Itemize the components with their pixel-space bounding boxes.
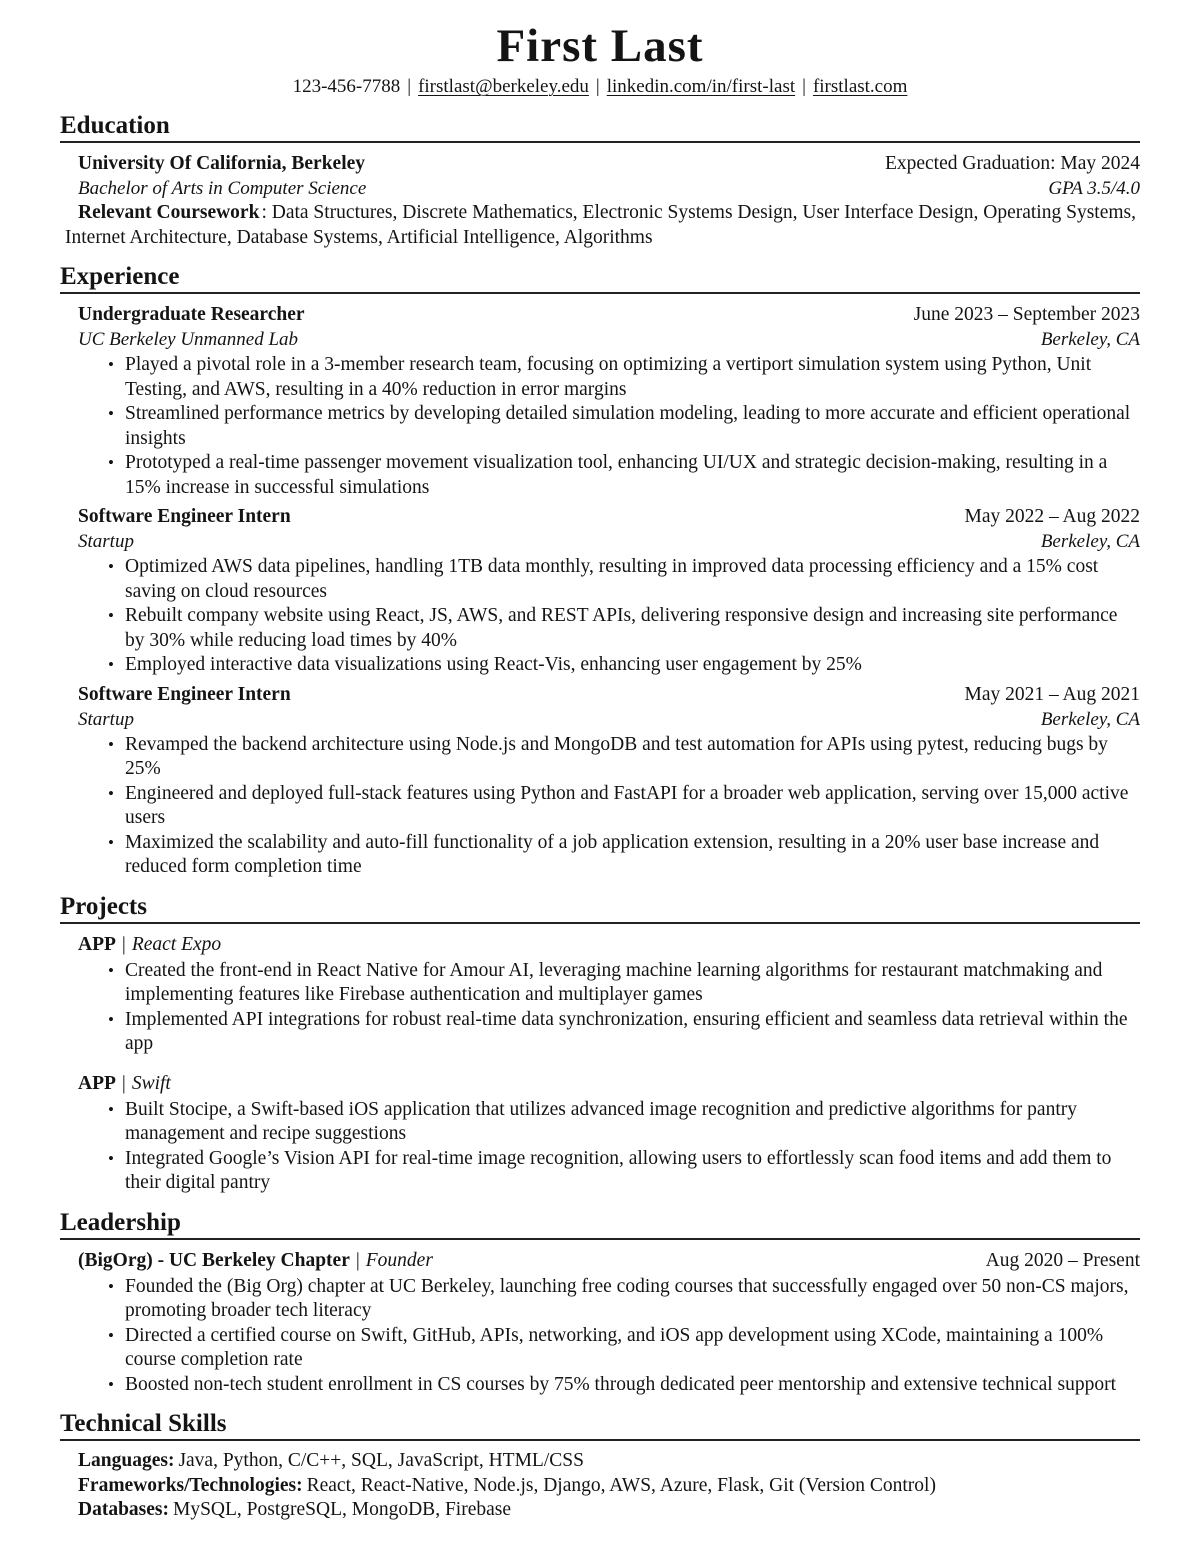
gpa: GPA 3.5/4.0 (1048, 178, 1140, 199)
skills-label: Languages: (78, 1450, 175, 1471)
section-leadership (60, 1209, 1140, 1398)
contact-line (60, 75, 1140, 99)
bullet-item: • Implemented API integrations for robust real-time data synchronization, ensuring efficient and seamless data retrieval within the app (125, 1008, 1140, 1057)
bullet-item: • Maximized the scalability and auto-fill functionality of a job application extension, resulting in a 20% user base increase and reduced form completion time (125, 831, 1140, 880)
education-heading: Education (60, 112, 1140, 143)
email-link[interactable]: firstlast@berkeley.edu (418, 76, 589, 97)
separator: | (802, 76, 806, 97)
bullet-item: • Founded the (Big Org) chapter at UC Berkeley, launching free coding courses that successfully engaged over 50 non-CS majors, promoting broader tech literacy (125, 1275, 1140, 1324)
skills-row (78, 1474, 1140, 1499)
separator: | (355, 1249, 360, 1271)
experience-entry (60, 302, 1140, 500)
education-entry (60, 151, 1140, 201)
projects-heading: Projects (60, 893, 1140, 924)
project-bullets (78, 1098, 1140, 1196)
bullet-item: • Streamlined performance metrics by developing detailed simulation modeling, leading to more accurate and efficient operational insights (125, 402, 1140, 451)
bullet-item: • Integrated Google’s Vision API for real-time image recognition, allowing users to effortlessly scan food items and add them to their digital pantry (125, 1147, 1140, 1196)
leadership-role: Founder (365, 1249, 433, 1271)
website-link[interactable]: firstlast.com (812, 76, 908, 97)
separator: | (121, 1072, 126, 1094)
bullet-item: • Optimized AWS data pipelines, handling 1TB data monthly, resulting in improved data processing efficiency and a 15% cost saving on cloud resources (125, 555, 1140, 604)
job-bullets (78, 733, 1140, 880)
project-name: APP (78, 1072, 116, 1094)
bullet-item: • Prototyped a real-time passenger movement visualization tool, enhancing UI/UX and strategic decision-making, resulting in a 15% increase in successful simulations (125, 451, 1140, 500)
coursework-label: Relevant Coursework (78, 202, 260, 223)
page-title: First Last (496, 20, 704, 72)
skills-values: MySQL, PostgreSQL, MongoDB, Firebase (173, 1499, 512, 1520)
job-org: Startup (78, 531, 134, 552)
degree: Bachelor of Arts in Computer Science (78, 178, 367, 199)
job-org: Startup (78, 708, 134, 730)
project-entry (60, 1071, 1140, 1196)
job-org: UC Berkeley Unmanned Lab (78, 329, 299, 350)
project-name: APP (78, 933, 116, 955)
job-title: Software Engineer Intern (78, 683, 291, 705)
relevant-coursework (60, 201, 1140, 250)
job-dates: May 2022 – Aug 2022 (964, 506, 1140, 527)
job-bullets (78, 555, 1140, 678)
leadership-org: (BigOrg) - UC Berkeley Chapter (78, 1249, 350, 1271)
bullet-item: • Rebuilt company website using React, JS, AWS, and REST APIs, delivering responsive design and increasing site performance by 30% while reducing load times by 40% (125, 604, 1140, 653)
bullet-item: • Directed a certified course on Swift, GitHub, APIs, networking, and iOS app development using XCode, maintaining a 100% course completion rate (125, 1324, 1140, 1373)
job-dates: May 2021 – Aug 2021 (964, 683, 1140, 705)
skills-row (78, 1449, 1140, 1474)
skills-row (78, 1498, 1140, 1523)
separator: | (121, 933, 126, 955)
bullet-item: • Played a pivotal role in a 3-member research team, focusing on optimizing a vertiport simulation system using Python, Unit Testing, and AWS, resulting in a 40% reduction in error margins (125, 353, 1140, 402)
experience-entry (60, 682, 1140, 880)
project-tech: React Expo (131, 933, 222, 955)
leadership-bullets (78, 1275, 1140, 1398)
skills-label: Databases: (78, 1499, 169, 1520)
experience-heading: Experience (60, 263, 1140, 294)
skills-values: Java, Python, C/C++, SQL, JavaScript, HTML/CSS (178, 1450, 584, 1471)
section-technical-skills (60, 1410, 1140, 1523)
job-location: Berkeley, CA (1040, 329, 1140, 350)
project-bullets (78, 959, 1140, 1057)
leadership-dates: Aug 2020 – Present (985, 1249, 1140, 1271)
leadership-entry (60, 1248, 1140, 1398)
bullet-item: • Engineered and deployed full-stack features using Python and FastAPI for a broader web application, serving over 15,000 active users (125, 782, 1140, 831)
section-projects (60, 893, 1140, 1196)
skills-label: Frameworks/Technologies: (78, 1474, 303, 1496)
job-location: Berkeley, CA (1040, 531, 1140, 552)
skills-list (60, 1449, 1140, 1523)
separator: | (595, 76, 600, 97)
project-entry (60, 932, 1140, 1057)
bullet-item: • Boosted non-tech student enrollment in CS courses by 75% through dedicated peer mentorship and extensive technical support (125, 1373, 1140, 1398)
section-experience (60, 263, 1140, 880)
graduation-date: Expected Graduation: May 2024 (884, 153, 1140, 174)
bullet-item: • Created the front-end in React Native for Amour AI, leveraging machine learning algorithms for restaurant matchmaking and implementing features like Firebase authentication and multiplayer games (125, 959, 1140, 1008)
phone-number: 123-456-7788 (292, 76, 401, 97)
experience-entry (60, 504, 1140, 678)
bullet-item: • Employed interactive data visualizations using React-Vis, enhancing user engagement by 25% (125, 653, 1140, 678)
job-location: Berkeley, CA (1040, 708, 1140, 730)
leadership-heading: Leadership (60, 1209, 1140, 1240)
job-bullets (78, 353, 1140, 500)
skills-values: React, React-Native, Node.js, Django, AWS, Azure, Flask, Git (Version Control) (306, 1474, 936, 1496)
linkedin-link[interactable]: linkedin.com/in/first-last (606, 76, 796, 97)
bullet-item: • Built Stocipe, a Swift-based iOS application that utilizes advanced image recognition and predictive algorithms for pantry management and recipe suggestions (125, 1098, 1140, 1147)
job-title: Software Engineer Intern (78, 506, 291, 527)
coursework-list: : Data Structures, Discrete Mathematics, Electronic Systems Design, User Interface Design, Operating Systems, Internet Architecture, Database Systems, Artificial Intelligence, Algorithms (65, 202, 1136, 248)
section-education (60, 112, 1140, 250)
bullet-item: • Revamped the backend architecture using Node.js and MongoDB and test automation for APIs using pytest, reducing bugs by 25% (125, 733, 1140, 782)
technical-skills-heading: Technical Skills (60, 1410, 1140, 1441)
school-name: University Of California, Berkeley (78, 153, 366, 174)
job-dates: June 2023 – September 2023 (913, 304, 1140, 325)
job-title: Undergraduate Researcher (78, 304, 305, 325)
separator: | (407, 76, 412, 97)
project-tech: Swift (131, 1072, 171, 1094)
